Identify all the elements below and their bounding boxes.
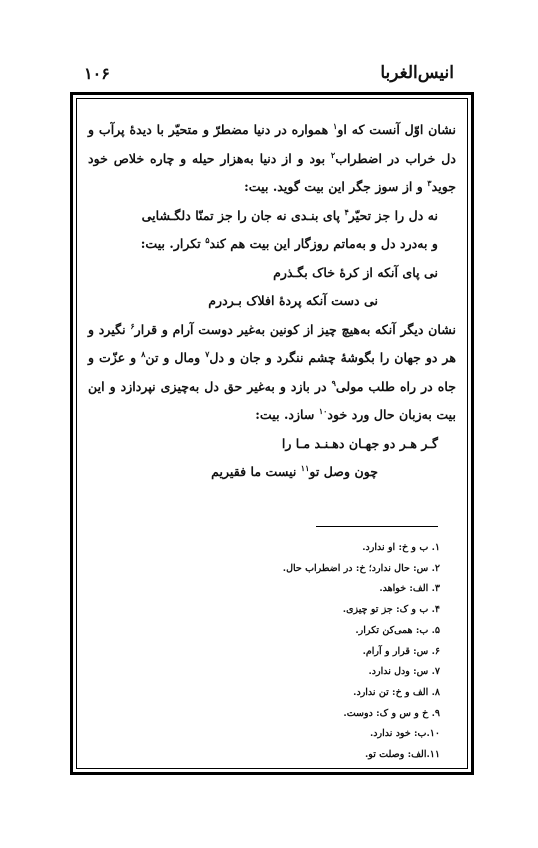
footnote-ref-5: ۵ [205,234,210,245]
footnote-6: ۶. س: قرار و آرام. [362,645,440,657]
footnote-8: ۸. الف و خ: تن ندارد. [353,686,440,698]
footnote-3: ۳. الف: خواهد. [379,583,440,595]
footnotes [120,538,440,766]
verse-1: نه دل را جز تحیّر$^۴$ پای بنـدی نه جان را جز تمنّا دلگـشایی [141,206,438,223]
book-title: انیس‌الغربا [380,63,454,83]
footnote-ref-2: ۲ [330,149,336,160]
footnote-5: ۵. ب: همی‌کن تکرار. [355,624,440,636]
footnote-4: ۴. ب و ک: جز تو چیزی. [342,604,440,616]
footnote-ref-3: ۳ [427,177,432,188]
footnote-1: ۱. ب و خ: او ندارد. [362,542,440,553]
page-header [0,0,538,90]
paragraph-3: نشان دیگر آنکه به‌هیچ چیز از کونین به‌غیر دوست آرام و قرار$^۶$ نگیرد و هر دو جهان را بگوشهٔ چشم ننگرد و جان و دل$^۷$ ومال و تن$^۸$ و عزّت و جاه در راه طلب مولی$^۹$ در بازد و به‌غیر حق دل به‌چیزی نپردازد و این بیت به‌زبان حال ورد خود$^{۱۰}$ سازد. بیت: [88,320,457,422]
footnote-2: ۲. س: حال ندارد؛ خ: در اضطراب حال. [282,562,440,574]
verse-2-first-hemistich: نی پای آنکه از کرهٔ خاک بگـذرم [273,264,438,280]
footnote-10: ۱۰.ب: خود ندارد. [370,728,440,740]
verse-3-second-hemistich: چون وصل تو$^{۱۱}$ نیست ما فقیریم [211,462,378,479]
main-text [88,116,456,487]
footnote-ref-11: ۱۱ [300,462,310,473]
footnote-7: ۷. س: ودل ندارد. [368,666,440,678]
footnote-9: ۹. خ و س و ک: دوست. [343,707,440,719]
footnote-11: ۱۱.الف: وصلت تو. [364,749,440,761]
footnote-ref-7: ۷ [205,348,210,359]
footnote-ref-6: ۶ [130,320,135,331]
footnote-ref-10: ۱۰ [318,405,328,416]
footnote-separator [316,526,438,527]
footnote-ref-8: ۸ [141,348,146,359]
page-number: ۱۰۶ [84,64,110,83]
footnote-ref-9: ۹ [331,377,336,388]
paragraph-1: نشان اوّل آنست که او$^۱$ همواره در دنیا مضطرّ و متحیّر با دیدهٔ پرآب و دل خراب در اضطراب$^۲$ بود و از دنیا به‌هزار حیله و چاره خلاص خود جوید$^۳$ و از سوز جگر این بیت گوید. بیت: [88,120,457,194]
footnote-ref-1: ۱ [333,120,338,131]
paragraph-2: و به‌درد دل و به‌ماتم روزگار این بیت هم کند$^۵$ تکرار. بیت: [140,234,438,251]
footnote-ref-4: ۴ [344,206,349,217]
verse-2-second-hemistich: نی دست آنکه پردهٔ افلاک بـردرم [208,293,378,308]
verse-3-first-hemistich: گـر هـر دو جهـان دهـنـد مـا را [281,435,438,451]
